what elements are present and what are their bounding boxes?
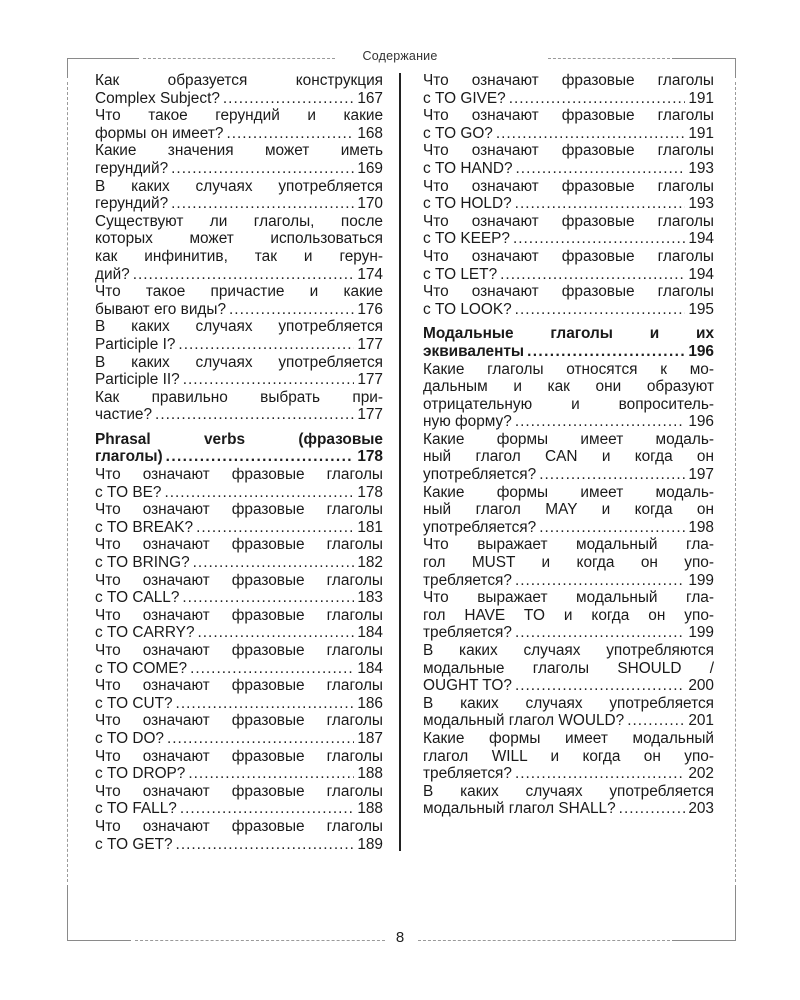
toc-entry[interactable] — [423, 730, 714, 783]
toc-entry-last-line — [423, 800, 714, 818]
toc-page-number: 184 — [357, 659, 383, 677]
dot-leader — [515, 624, 685, 642]
toc-entry-text: требляется? — [423, 765, 512, 783]
toc-entry-line: В каких случаях употребляется — [423, 782, 714, 800]
toc-page-number: 188 — [357, 765, 383, 783]
toc-entry[interactable] — [423, 536, 714, 589]
toc-entry-line: Модальные глаголы и их — [423, 325, 714, 343]
toc-page-number: 200 — [688, 677, 714, 695]
dot-leader — [627, 712, 685, 730]
toc-entry-last-line — [95, 519, 383, 537]
toc-entry-line: Что означают фразовые глаголы — [95, 747, 383, 765]
toc-entry[interactable] — [423, 72, 714, 107]
toc-entry-line: Что выражает модальный гла- — [423, 536, 714, 554]
toc-entry-text: Participle I? — [95, 335, 176, 353]
toc-entry-line: гол HAVE TO и когда он упо- — [423, 606, 714, 624]
toc-entry-text: употребляется? — [423, 466, 537, 484]
toc-page-number: 174 — [357, 265, 383, 283]
toc-entry-line: Что означают фразовые глаголы — [95, 782, 383, 800]
toc-entry[interactable] — [95, 642, 383, 677]
toc-entry-text: с TO FALL? — [95, 800, 177, 818]
toc-section-heading[interactable] — [95, 431, 383, 466]
toc-entry-text: бывают его виды? — [95, 300, 227, 318]
toc-entry-line: Что означают фразовые глаголы — [95, 536, 383, 554]
toc-entry-line: Что такое герундий и какие — [95, 107, 383, 125]
toc-entry-text: Complex Subject? — [95, 89, 220, 107]
toc-page-number: 188 — [357, 800, 383, 818]
frame-left-dashes — [67, 82, 68, 882]
toc-entry[interactable] — [95, 501, 383, 536]
toc-entry-line: Что такое причастие и какие — [95, 283, 383, 301]
toc-page-number: 177 — [357, 371, 383, 389]
toc-entry-last-line — [423, 765, 714, 783]
toc-entry-text: OUGHT TO? — [423, 677, 512, 695]
toc-entry[interactable] — [95, 748, 383, 783]
toc-entry-line: Как правильно выбрать при- — [95, 388, 383, 406]
toc-entry-line: Что означают фразовые глаголы — [95, 606, 383, 624]
toc-entry[interactable] — [95, 818, 383, 853]
toc-entry[interactable] — [95, 318, 383, 353]
toc-entry-last-line — [95, 484, 383, 502]
toc-entry-last-line — [423, 466, 714, 484]
toc-entry-text: требляется? — [423, 624, 512, 642]
toc-page-number: 168 — [357, 124, 383, 142]
toc-entry-text: герундий? — [95, 195, 169, 213]
toc-entry-last-line — [95, 836, 383, 854]
toc-page-number: 196 — [688, 342, 714, 360]
toc-entry-last-line — [423, 712, 714, 730]
toc-entry-line: глагол WILL и когда он упо- — [423, 747, 714, 765]
toc-entry-text: с TO CUT? — [95, 694, 173, 712]
toc-entry[interactable] — [423, 484, 714, 537]
dot-leader — [226, 125, 354, 143]
toc-entry-last-line — [95, 554, 383, 572]
toc-entry-last-line — [95, 336, 383, 354]
toc-entry[interactable] — [423, 213, 714, 248]
toc-entry-last-line — [95, 589, 383, 607]
toc-entry-text: с TO HOLD? — [423, 195, 512, 213]
toc-entry-text: с TO GIVE? — [423, 89, 506, 107]
toc-entry[interactable] — [95, 536, 383, 571]
toc-entry-last-line — [95, 90, 383, 108]
dot-leader — [171, 195, 354, 213]
dot-leader — [619, 800, 686, 818]
toc-entry[interactable] — [95, 354, 383, 389]
dot-leader — [515, 301, 686, 319]
toc-entry-last-line — [423, 125, 714, 143]
toc-entry-text: с TO BREAK? — [95, 518, 194, 536]
toc-page-number: 187 — [357, 729, 383, 747]
toc-entry[interactable] — [95, 607, 383, 642]
toc-page-number: 176 — [357, 300, 383, 318]
toc-page-number: 194 — [688, 230, 714, 248]
toc-entry-line: гол MUST и когда он упо- — [423, 554, 714, 572]
dot-leader — [500, 266, 685, 284]
toc-entry-text: дий? — [95, 265, 130, 283]
toc-entry-last-line — [423, 677, 714, 695]
toc-page-number: 177 — [357, 335, 383, 353]
toc-left-column — [95, 72, 383, 853]
dot-leader — [198, 624, 355, 642]
toc-entry-line: Что означают фразовые глаголы — [423, 142, 714, 160]
dot-leader — [515, 195, 686, 213]
toc-entry-text: с TO DROP? — [95, 765, 186, 783]
toc-entry-last-line — [95, 406, 383, 424]
toc-entry-line: Что означают фразовые глаголы — [423, 177, 714, 195]
toc-entry-last-line — [95, 765, 383, 783]
dot-leader — [133, 266, 355, 284]
toc-page-number: 186 — [357, 694, 383, 712]
toc-entry-line: Что означают фразовые глаголы — [423, 247, 714, 265]
dot-leader — [509, 90, 686, 108]
dot-leader — [176, 695, 355, 713]
toc-page-number: 184 — [357, 624, 383, 642]
toc-entry-last-line — [423, 266, 714, 284]
toc-entry-line: Что означают фразовые глаголы — [423, 283, 714, 301]
toc-page-number: 194 — [688, 265, 714, 283]
toc-page-number: 203 — [688, 800, 714, 818]
dot-leader — [229, 301, 354, 319]
toc-entry-last-line — [95, 371, 383, 389]
toc-page-number: 177 — [357, 406, 383, 424]
toc-page-number: 191 — [688, 124, 714, 142]
toc-entry-last-line — [95, 195, 383, 213]
toc-page-number: 178 — [357, 483, 383, 501]
toc-entry-last-line — [95, 301, 383, 319]
toc-page-number: 170 — [357, 195, 383, 213]
toc-entry-text: с TO GO? — [423, 124, 493, 142]
toc-entry-last-line — [95, 448, 383, 466]
dot-leader — [180, 800, 354, 818]
toc-entry[interactable] — [95, 72, 383, 107]
toc-entry-text: эквиваленты — [423, 342, 525, 360]
dot-leader — [190, 660, 354, 678]
dot-leader — [193, 554, 355, 572]
toc-entry-line: модальные глаголы SHOULD / — [423, 659, 714, 677]
toc-entry[interactable] — [423, 248, 714, 283]
toc-entry-line: Что означают фразовые глаголы — [423, 107, 714, 125]
toc-page-number: 169 — [357, 159, 383, 177]
toc-page-number: 189 — [357, 835, 383, 853]
toc-entry-line: В каких случаях употребляется — [423, 694, 714, 712]
toc-entry-text: с TO HAND? — [423, 159, 513, 177]
toc-entry-line: Что означают фразовые глаголы — [423, 72, 714, 89]
toc-entry-line: Какие формы имеет модаль- — [423, 430, 714, 448]
toc-page-number: 183 — [357, 589, 383, 607]
toc-entry-text: модальный глагол SHALL? — [423, 800, 616, 818]
toc-entry-line: В каких случаях употребляется — [95, 353, 383, 371]
toc-entry[interactable] — [95, 178, 383, 213]
toc-entry-line: Какие значения может иметь — [95, 142, 383, 160]
toc-entry-line: Phrasal verbs (фразовые — [95, 430, 383, 448]
page-header-title: Содержание — [362, 49, 438, 63]
toc-page-number: 191 — [688, 89, 714, 107]
toc-entry-text: с TO LET? — [423, 265, 498, 283]
dot-leader — [539, 466, 685, 484]
toc-page-number: 193 — [688, 195, 714, 213]
dot-leader — [527, 343, 685, 361]
toc-page-number: 197 — [688, 466, 714, 484]
frame-right-dashes — [735, 82, 736, 882]
dot-leader — [539, 519, 685, 537]
toc-entry-text: с TO LOOK? — [423, 300, 512, 318]
toc-entry-last-line — [423, 90, 714, 108]
toc-entry-last-line — [95, 660, 383, 678]
toc-entry-line: Как образуется конструкция — [95, 72, 383, 89]
dot-leader — [515, 765, 685, 783]
toc-entry-text: Participle II? — [95, 371, 180, 389]
toc-entry-line: как инфинитив, так и герун- — [95, 247, 383, 265]
toc-entry-last-line — [423, 413, 714, 431]
toc-page-number: 195 — [688, 300, 714, 318]
toc-entry[interactable] — [95, 142, 383, 177]
toc-page-number: 178 — [357, 448, 383, 466]
toc-entry[interactable] — [423, 642, 714, 695]
toc-entry[interactable] — [95, 466, 383, 501]
toc-page-number: 199 — [688, 624, 714, 642]
dot-leader — [178, 336, 354, 354]
toc-entry[interactable] — [95, 572, 383, 607]
toc-entry-text: употребляется? — [423, 518, 537, 536]
toc-entry-last-line — [95, 125, 383, 143]
toc-page-number: 202 — [688, 765, 714, 783]
page-number: 8 — [395, 929, 405, 946]
toc-entry-line: Что означают фразовые глаголы — [95, 501, 383, 519]
toc-entry-line: Существуют ли глаголы, после — [95, 212, 383, 230]
toc-entry-text: ную форму? — [423, 413, 512, 431]
column-divider — [399, 73, 401, 851]
toc-entry-last-line — [423, 195, 714, 213]
dot-leader — [183, 371, 355, 389]
toc-entry-line: Что означают фразовые глаголы — [95, 466, 383, 484]
toc-entry-last-line — [95, 800, 383, 818]
toc-entry-line: ный глагол MAY и когда он — [423, 501, 714, 519]
toc-entry[interactable] — [423, 783, 714, 818]
toc-page-number: 181 — [357, 518, 383, 536]
toc-entry[interactable] — [95, 677, 383, 712]
toc-entry[interactable] — [95, 712, 383, 747]
toc-entry-last-line — [95, 266, 383, 284]
toc-entry-last-line — [423, 301, 714, 319]
dot-leader — [176, 836, 355, 854]
toc-entry-text: герундий? — [95, 159, 169, 177]
toc-entry-line: Что означают фразовые глаголы — [95, 712, 383, 730]
toc-entry-line: Что означают фразовые глаголы — [95, 571, 383, 589]
toc-entry-line: Что означают фразовые глаголы — [95, 677, 383, 695]
toc-right-column — [423, 72, 714, 818]
toc-entry-line: Что выражает модальный гла- — [423, 589, 714, 607]
toc-entry-line: Что означают фразовые глаголы — [95, 642, 383, 659]
toc-entry-text: с TO BRING? — [95, 554, 190, 572]
toc-entry-text: формы он имеет? — [95, 124, 224, 142]
toc-entry-text: частие? — [95, 406, 153, 424]
toc-entry-line: Что означают фразовые глаголы — [95, 817, 383, 835]
toc-entry-line: Какие формы имеет модальный — [423, 729, 714, 747]
toc-entry-last-line — [423, 572, 714, 590]
dot-leader — [515, 677, 685, 695]
toc-page-number: 182 — [357, 554, 383, 572]
toc-entry[interactable] — [423, 283, 714, 318]
toc-entry[interactable] — [423, 695, 714, 730]
toc-entry-last-line — [423, 230, 714, 248]
toc-entry-last-line — [95, 624, 383, 642]
toc-entry-text: с TO CARRY? — [95, 624, 195, 642]
toc-entry-line: Какие формы имеет модаль- — [423, 483, 714, 501]
dot-leader — [188, 765, 354, 783]
toc-page-number: 199 — [688, 571, 714, 589]
toc-entry[interactable] — [423, 107, 714, 142]
toc-entry-line: В каких случаях употребляется — [95, 318, 383, 336]
dot-leader — [167, 730, 354, 748]
toc-entry-line: которых может использоваться — [95, 230, 383, 248]
dot-leader — [515, 572, 685, 590]
toc-page-number: 198 — [688, 518, 714, 536]
dot-leader — [166, 448, 355, 466]
toc-page-number: 167 — [357, 89, 383, 107]
dot-leader — [496, 125, 685, 143]
toc-entry[interactable] — [423, 142, 714, 177]
toc-entry-last-line — [95, 160, 383, 178]
toc-entry-line: ный глагол CAN и когда он — [423, 448, 714, 466]
toc-page-number: 196 — [688, 413, 714, 431]
toc-entry-text: с TO KEEP? — [423, 230, 510, 248]
toc-entry-line: Что означают фразовые глаголы — [423, 212, 714, 230]
dot-leader — [171, 160, 354, 178]
dot-leader — [515, 413, 686, 431]
dot-leader — [513, 230, 685, 248]
toc-entry-text: с TO GET? — [95, 835, 173, 853]
dot-leader — [516, 160, 686, 178]
toc-entry-last-line — [423, 519, 714, 537]
dot-leader — [196, 519, 354, 537]
toc-entry-text: с TO DO? — [95, 729, 164, 747]
toc-entry-line: В каких случаях употребляется — [95, 177, 383, 195]
toc-page-number: 193 — [688, 159, 714, 177]
toc-entry-text: модальный глагол WOULD? — [423, 712, 625, 730]
toc-entry[interactable] — [95, 389, 383, 424]
toc-entry[interactable] — [423, 178, 714, 213]
toc-entry[interactable] — [95, 213, 383, 283]
toc-entry-text: с TO CALL? — [95, 589, 180, 607]
toc-entry-text: требляется? — [423, 571, 512, 589]
toc-entry-line: Какие глаголы относятся к мо- — [423, 360, 714, 378]
dot-leader — [182, 589, 354, 607]
toc-entry-text: с TO COME? — [95, 659, 188, 677]
toc-page-number: 201 — [688, 712, 714, 730]
toc-entry-line: отрицательную и вопроситель- — [423, 395, 714, 413]
toc-entry[interactable] — [95, 283, 383, 318]
toc-entry[interactable] — [95, 107, 383, 142]
toc-entry-text: с TO BE? — [95, 483, 162, 501]
toc-entry-text: глаголы) — [95, 448, 163, 466]
dot-leader — [223, 90, 354, 108]
toc-entry-last-line — [423, 343, 714, 361]
toc-entry-last-line — [95, 730, 383, 748]
toc-entry[interactable] — [95, 783, 383, 818]
toc-section-heading[interactable] — [423, 325, 714, 360]
toc-entry[interactable] — [423, 361, 714, 431]
toc-entry-last-line — [95, 695, 383, 713]
dot-leader — [164, 484, 354, 502]
toc-entry-line: дальным и как они образуют — [423, 378, 714, 396]
toc-entry[interactable] — [423, 431, 714, 484]
toc-entry-last-line — [423, 624, 714, 642]
toc-entry[interactable] — [423, 589, 714, 642]
toc-entry-last-line — [423, 160, 714, 178]
dot-leader — [155, 406, 354, 424]
toc-entry-line: В каких случаях употребляются — [423, 642, 714, 659]
